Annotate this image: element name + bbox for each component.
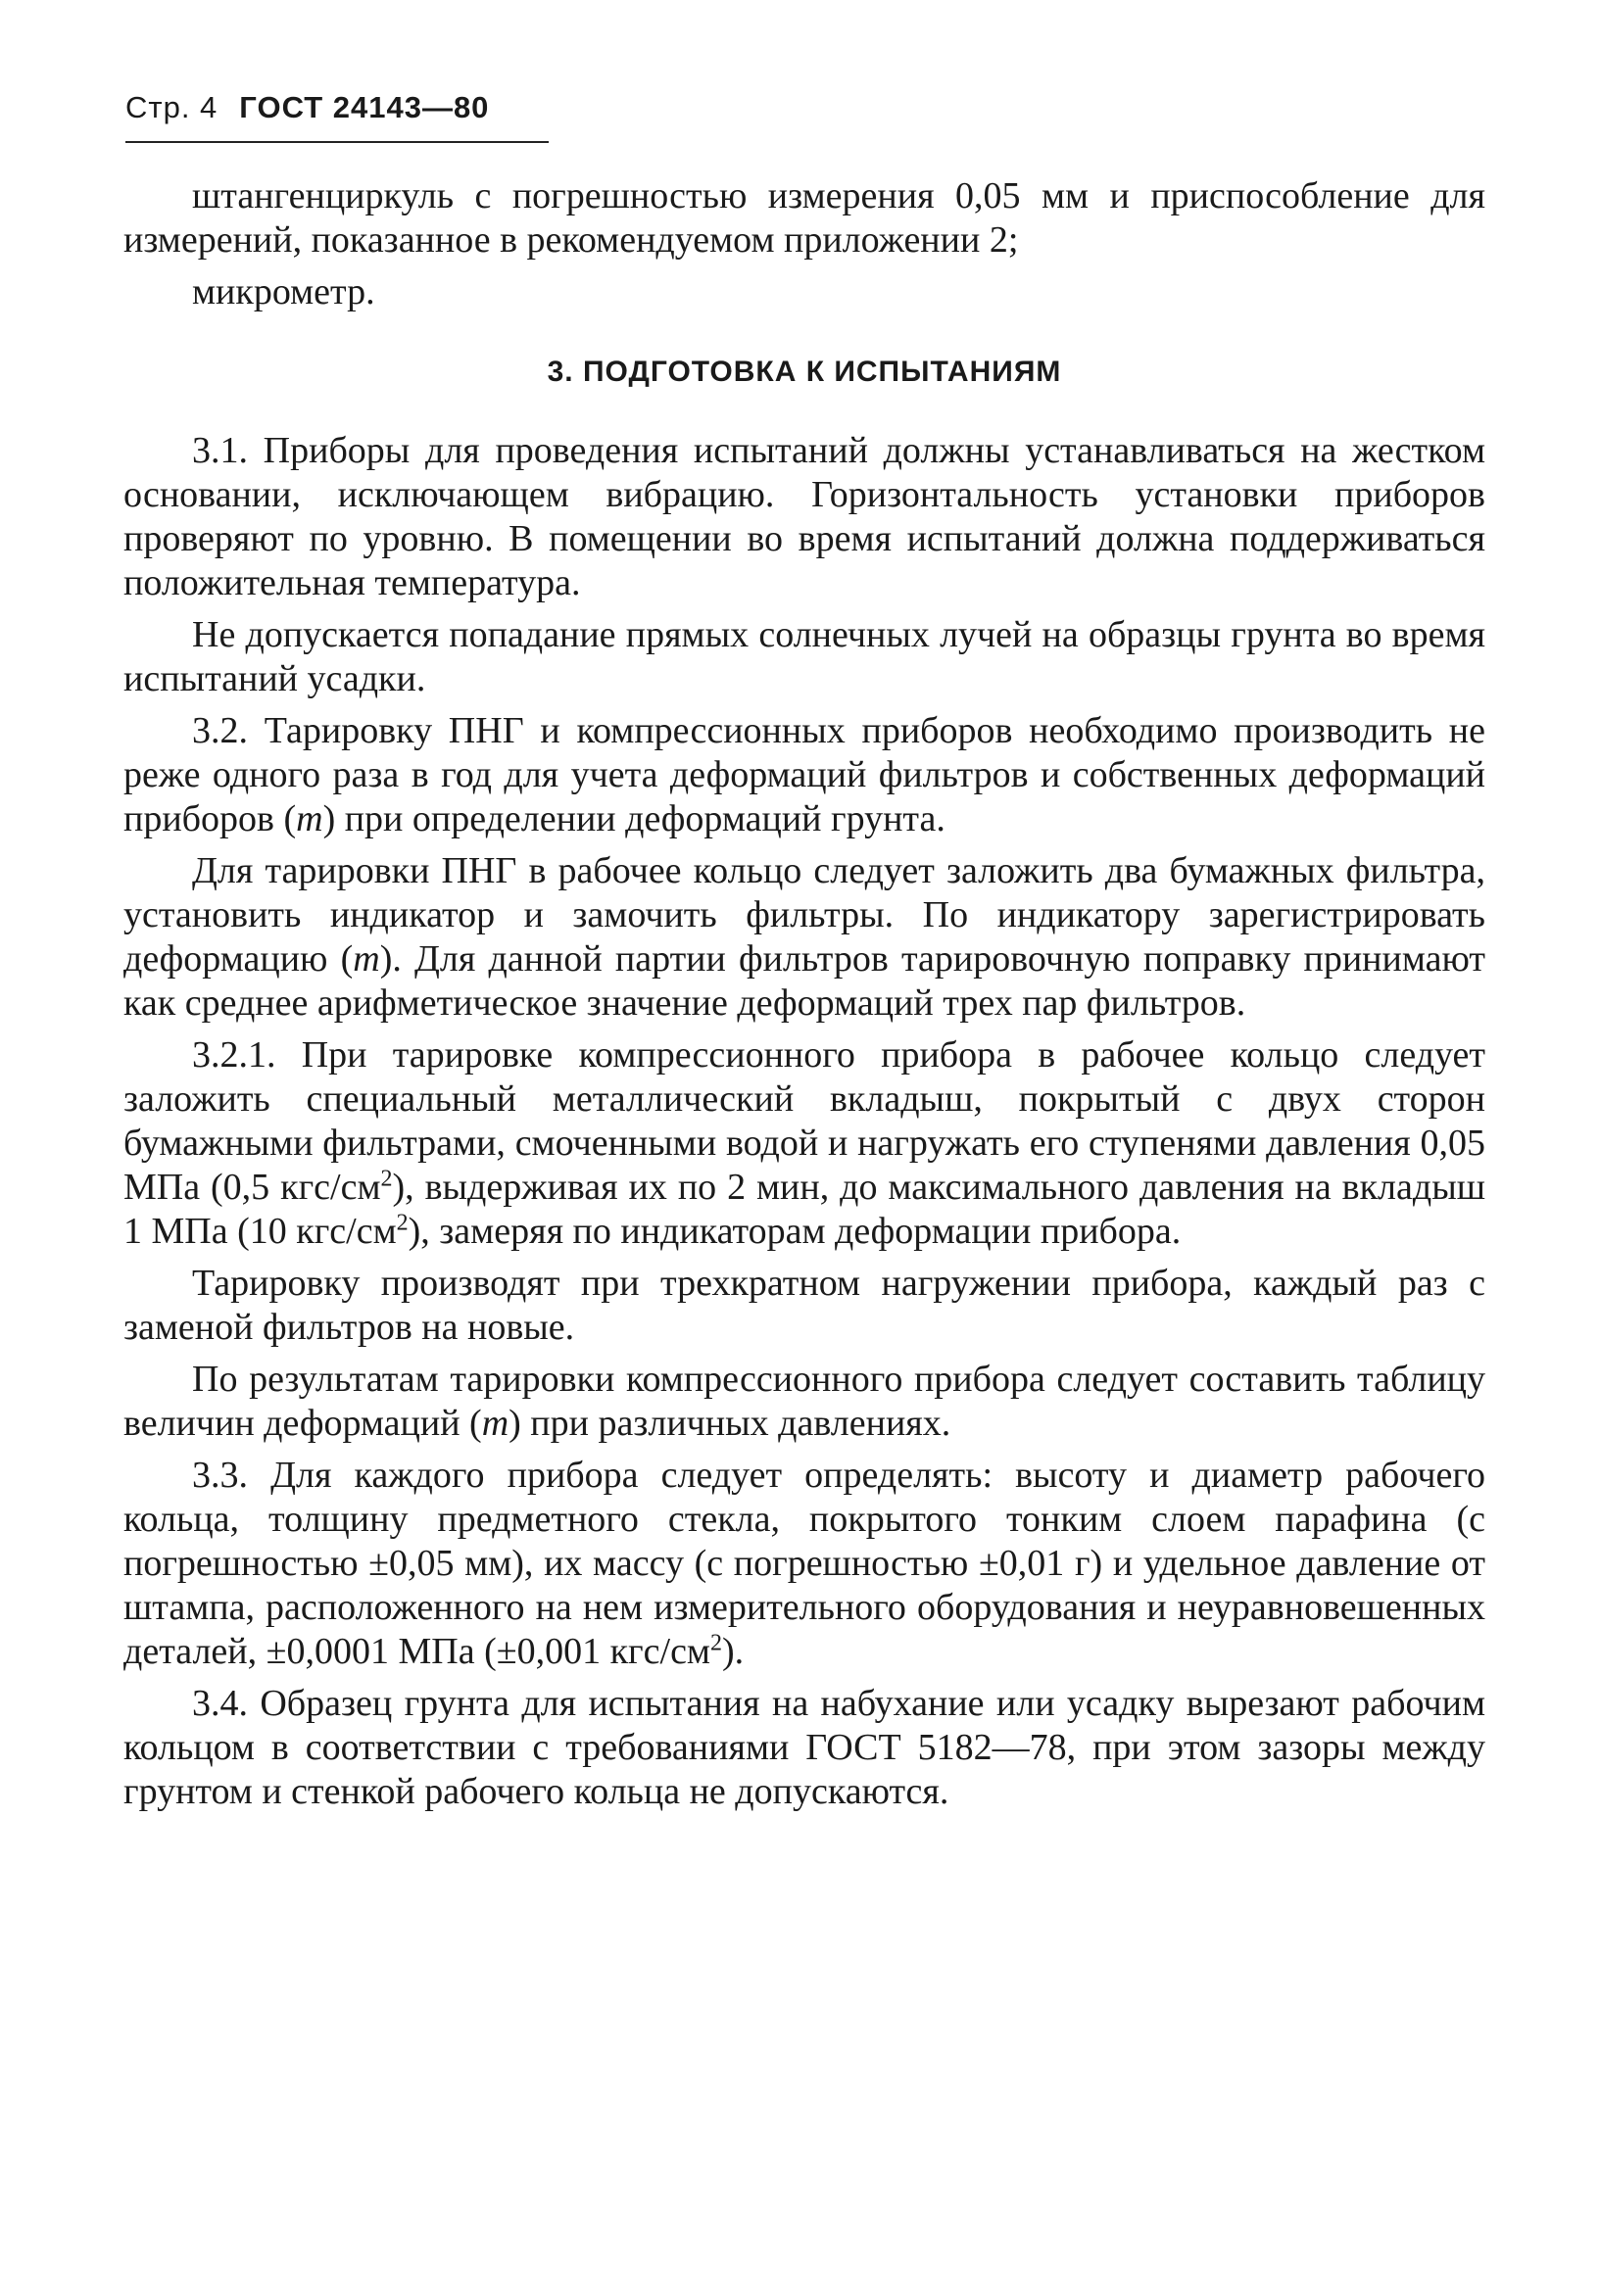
superscript: 2 <box>396 1210 409 1236</box>
paragraph-intro-micrometer: микрометр. <box>192 271 375 312</box>
text-run: ) при различных давлениях. <box>509 1403 951 1444</box>
text-run: ), замеряя по индикаторам деформации прибора. <box>408 1211 1182 1252</box>
paragraph-3-2-png <box>123 849 1485 1026</box>
paragraph-3-4: 3.4. Образец грунта для испытания на набухание или усадку вырезают рабочим кольцом в соответствии с требованиями ГОСТ 5182—78, при этом зазоры между грунтом и стенкой рабочего кольца не допускаются. <box>123 1683 1485 1812</box>
page-number: Стр. 4 <box>125 90 218 124</box>
paragraph-3-2-1-table <box>123 1358 1485 1446</box>
text-run: 3.3. Для каждого прибора следует определять: высоту и диаметр рабочего кольца, толщину предметного стекла, покрытого тонким слоем парафина (с погрешностью ±0,05 мм), их массу (с погрешностью ±0,01 г) и удельное давление от штампа, расположенного на нем измерительного оборудования и неуравновешенных деталей, ±0,0001 МПа (±0,001 кгс/см <box>123 1455 1485 1672</box>
superscript: 2 <box>709 1630 722 1656</box>
text-run: ). <box>721 1631 745 1672</box>
page-header <box>125 90 489 125</box>
text-run: 3.2. Тарировку ПНГ и компрессионных приборов необходимо производить не реже одного раза в год для учета деформаций фильтров и собственных деформаций приборов ( <box>123 710 1485 839</box>
section-3-title: 3. ПОДГОТОВКА К ИСПЫТАНИЯМ <box>547 356 1062 388</box>
paragraph-3-1-sun: Не допускается попадание прямых солнечных лучей на образцы грунта во время испытаний усадки. <box>123 614 1485 699</box>
paragraph-3-1: 3.1. Приборы для проведения испытаний должны устанавливаться на жестком основании, исключающем вибрацию. Горизонтальность установки приборов проверяют по уровню. В помещении во время испытаний должна поддерживаться положительная температура. <box>123 430 1485 603</box>
superscript: 2 <box>380 1166 393 1192</box>
paragraph-3-3 <box>123 1454 1485 1674</box>
text-run: По результатам тарировки компрессионного прибора следует составить таблицу величин деформаций ( <box>123 1359 1485 1444</box>
paragraph-3-2-1 <box>123 1033 1485 1254</box>
text-run: ). Для данной партии фильтров тарировочную поправку принимают как среднее арифметическое значение деформаций трех пар фильтров. <box>123 938 1485 1024</box>
paragraph-3-2-1-repeat: Тарировку производят при трехкратном нагружении прибора, каждый раз с заменой фильтров на новые. <box>123 1263 1485 1348</box>
text-run: ) при определении деформаций грунта. <box>322 798 945 839</box>
text-run: Для тарировки ПНГ в рабочее кольцо следует заложить два бумажных фильтра, установить индикатор и замочить фильтры. По индикатору зарегистрировать деформацию ( <box>123 850 1485 980</box>
symbol-m: m <box>296 798 323 839</box>
standard-number: ГОСТ 24143—80 <box>239 90 490 124</box>
text-run: ), выдерживая их по 2 мин, до максимального давления на вкладыш 1 МПа (10 кгс/см <box>123 1167 1485 1252</box>
text-run: 3.2.1. При тарировке компрессионного прибора в рабочее кольцо следует заложить специальный металлический вкладыш, покрытый с двух сторон бумажными фильтрами, смоченными водой и нагружать его ступенями давления 0,05 МПа (0,5 кгс/см <box>123 1034 1485 1208</box>
paragraph-3-2 <box>123 709 1485 841</box>
header-rule <box>125 141 549 143</box>
document-body <box>123 174 1485 1822</box>
symbol-m: m <box>481 1403 509 1444</box>
paragraph-intro-caliper: штангенциркуль с погрешностью измерения 0,05 мм и приспособление для измерений, показанное в рекомендуемом приложении 2; <box>123 175 1485 261</box>
symbol-m: m <box>353 938 380 980</box>
